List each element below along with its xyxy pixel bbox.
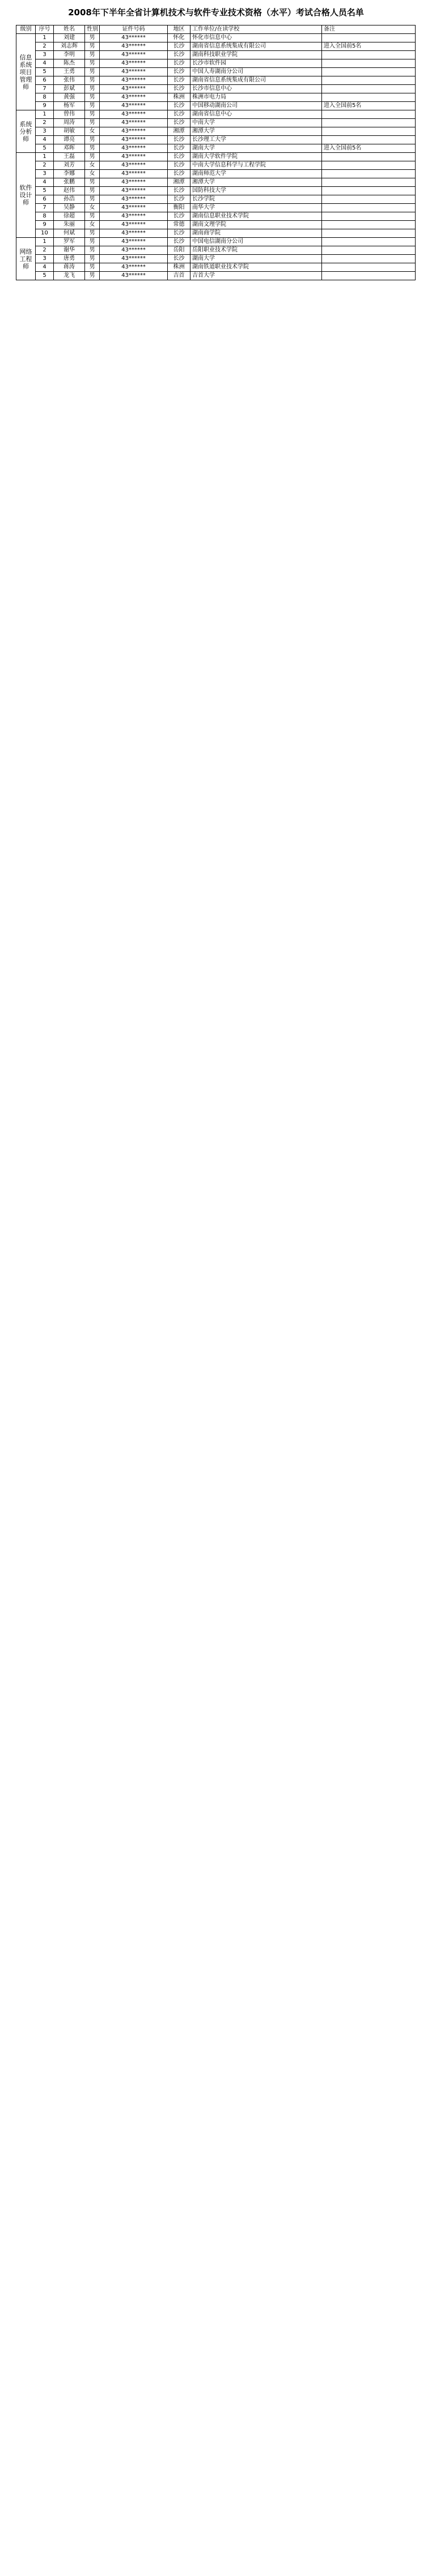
row-number: 2 bbox=[36, 119, 54, 127]
region: 长沙 bbox=[168, 144, 190, 153]
table-row bbox=[16, 93, 416, 102]
table-row bbox=[16, 187, 416, 195]
remark bbox=[322, 68, 416, 76]
id-number: 43****** bbox=[100, 161, 168, 170]
gender: 男 bbox=[85, 238, 100, 246]
work-unit: 湖南信息职业技术学院 bbox=[190, 212, 322, 221]
remark bbox=[322, 187, 416, 195]
row-number: 2 bbox=[36, 161, 54, 170]
remark bbox=[322, 246, 416, 255]
work-unit: 湖南省信息系统集成有限公司 bbox=[190, 76, 322, 85]
person-name: 刘建 bbox=[54, 34, 85, 42]
id-number: 43****** bbox=[100, 187, 168, 195]
gender: 男 bbox=[85, 68, 100, 76]
results-table bbox=[16, 25, 416, 280]
table-row bbox=[16, 59, 416, 68]
row-number: 2 bbox=[36, 246, 54, 255]
id-number: 43****** bbox=[100, 119, 168, 127]
person-name: 曾伟 bbox=[54, 110, 85, 119]
id-number: 43****** bbox=[100, 229, 168, 238]
table-row bbox=[16, 178, 416, 187]
id-number: 43****** bbox=[100, 170, 168, 178]
row-number: 6 bbox=[36, 76, 54, 85]
region: 常德 bbox=[168, 221, 190, 229]
column-header: 备注 bbox=[322, 25, 416, 34]
id-number: 43****** bbox=[100, 153, 168, 161]
gender: 男 bbox=[85, 110, 100, 119]
level-label: 系统分析师 bbox=[16, 110, 36, 153]
region: 长沙 bbox=[168, 255, 190, 263]
remark bbox=[322, 255, 416, 263]
row-number: 3 bbox=[36, 255, 54, 263]
work-unit: 中国移动湖南公司 bbox=[190, 102, 322, 110]
table-row bbox=[16, 136, 416, 144]
remark bbox=[322, 119, 416, 127]
level-label: 软件设计师 bbox=[16, 153, 36, 238]
person-name: 周涛 bbox=[54, 119, 85, 127]
work-unit: 湖南师范大学 bbox=[190, 170, 322, 178]
region: 长沙 bbox=[168, 195, 190, 204]
id-number: 43****** bbox=[100, 136, 168, 144]
gender: 男 bbox=[85, 76, 100, 85]
gender: 男 bbox=[85, 34, 100, 42]
remark bbox=[322, 204, 416, 212]
person-name: 吴静 bbox=[54, 204, 85, 212]
remark bbox=[322, 93, 416, 102]
gender: 男 bbox=[85, 272, 100, 280]
region: 湘潭 bbox=[168, 178, 190, 187]
table-row bbox=[16, 68, 416, 76]
table-row bbox=[16, 170, 416, 178]
id-number: 43****** bbox=[100, 195, 168, 204]
person-name: 何斌 bbox=[54, 229, 85, 238]
person-name: 黄强 bbox=[54, 93, 85, 102]
id-number: 43****** bbox=[100, 42, 168, 51]
region: 长沙 bbox=[168, 110, 190, 119]
row-number: 5 bbox=[36, 272, 54, 280]
person-name: 王勇 bbox=[54, 68, 85, 76]
table-row bbox=[16, 161, 416, 170]
table-row bbox=[16, 85, 416, 93]
region: 株洲 bbox=[168, 263, 190, 272]
id-number: 43****** bbox=[100, 76, 168, 85]
remark bbox=[322, 229, 416, 238]
gender: 男 bbox=[85, 187, 100, 195]
gender: 男 bbox=[85, 229, 100, 238]
work-unit: 长沙市软件园 bbox=[190, 59, 322, 68]
table-row bbox=[16, 229, 416, 238]
gender: 男 bbox=[85, 195, 100, 204]
table-row bbox=[16, 51, 416, 59]
id-number: 43****** bbox=[100, 212, 168, 221]
header-row bbox=[16, 25, 416, 34]
work-unit: 湖南大学 bbox=[190, 144, 322, 153]
person-name: 赵伟 bbox=[54, 187, 85, 195]
page-title: 2008年下半年全省计算机技术与软件专业技术资格（水平）考试合格人员名单 bbox=[68, 7, 364, 18]
remark bbox=[322, 85, 416, 93]
table-row bbox=[16, 102, 416, 110]
person-name: 王磊 bbox=[54, 153, 85, 161]
table-row bbox=[16, 153, 416, 161]
remark bbox=[322, 153, 416, 161]
row-number: 3 bbox=[36, 170, 54, 178]
person-name: 张伟 bbox=[54, 76, 85, 85]
region: 长沙 bbox=[168, 212, 190, 221]
region: 怀化 bbox=[168, 34, 190, 42]
table-row bbox=[16, 144, 416, 153]
remark: 进入全国前5名 bbox=[322, 102, 416, 110]
gender: 男 bbox=[85, 119, 100, 127]
work-unit: 湖南文理学院 bbox=[190, 221, 322, 229]
id-number: 43****** bbox=[100, 59, 168, 68]
table-row bbox=[16, 110, 416, 119]
remark bbox=[322, 161, 416, 170]
id-number: 43****** bbox=[100, 144, 168, 153]
row-number: 4 bbox=[36, 59, 54, 68]
column-header: 工作单位/在读学校 bbox=[190, 25, 322, 34]
table-row bbox=[16, 246, 416, 255]
region: 长沙 bbox=[168, 51, 190, 59]
gender: 男 bbox=[85, 246, 100, 255]
remark bbox=[322, 170, 416, 178]
person-name: 谢华 bbox=[54, 246, 85, 255]
gender: 女 bbox=[85, 221, 100, 229]
column-header: 证件号码 bbox=[100, 25, 168, 34]
remark bbox=[322, 212, 416, 221]
gender: 男 bbox=[85, 212, 100, 221]
work-unit: 中国电信湖南分公司 bbox=[190, 238, 322, 246]
person-name: 陈杰 bbox=[54, 59, 85, 68]
table-row bbox=[16, 263, 416, 272]
table-row bbox=[16, 76, 416, 85]
id-number: 43****** bbox=[100, 178, 168, 187]
row-number: 9 bbox=[36, 102, 54, 110]
remark bbox=[322, 195, 416, 204]
person-name: 徐超 bbox=[54, 212, 85, 221]
id-number: 43****** bbox=[100, 34, 168, 42]
id-number: 43****** bbox=[100, 85, 168, 93]
work-unit: 怀化市信息中心 bbox=[190, 34, 322, 42]
row-number: 7 bbox=[36, 204, 54, 212]
person-name: 杨军 bbox=[54, 102, 85, 110]
gender: 女 bbox=[85, 161, 100, 170]
table-row bbox=[16, 42, 416, 51]
person-name: 彭斌 bbox=[54, 85, 85, 93]
remark bbox=[322, 127, 416, 136]
gender: 男 bbox=[85, 42, 100, 51]
person-name: 罗军 bbox=[54, 238, 85, 246]
column-header: 序号 bbox=[36, 25, 54, 34]
gender: 男 bbox=[85, 144, 100, 153]
person-name: 胡敏 bbox=[54, 127, 85, 136]
row-number: 1 bbox=[36, 34, 54, 42]
id-number: 43****** bbox=[100, 238, 168, 246]
region: 吉首 bbox=[168, 272, 190, 280]
gender: 女 bbox=[85, 170, 100, 178]
id-number: 43****** bbox=[100, 102, 168, 110]
work-unit: 南华大学 bbox=[190, 204, 322, 212]
id-number: 43****** bbox=[100, 221, 168, 229]
person-name: 谭亮 bbox=[54, 136, 85, 144]
gender: 男 bbox=[85, 102, 100, 110]
person-name: 李娜 bbox=[54, 170, 85, 178]
row-number: 6 bbox=[36, 195, 54, 204]
gender: 女 bbox=[85, 127, 100, 136]
region: 长沙 bbox=[168, 170, 190, 178]
region: 衡阳 bbox=[168, 204, 190, 212]
region: 长沙 bbox=[168, 229, 190, 238]
gender: 男 bbox=[85, 178, 100, 187]
id-number: 43****** bbox=[100, 93, 168, 102]
remark bbox=[322, 238, 416, 246]
gender: 男 bbox=[85, 85, 100, 93]
region: 岳阳 bbox=[168, 246, 190, 255]
region: 株洲 bbox=[168, 93, 190, 102]
person-name: 孙浩 bbox=[54, 195, 85, 204]
id-number: 43****** bbox=[100, 51, 168, 59]
table-row bbox=[16, 119, 416, 127]
row-number: 1 bbox=[36, 110, 54, 119]
work-unit: 湘潭大学 bbox=[190, 178, 322, 187]
person-name: 张鹏 bbox=[54, 178, 85, 187]
work-unit: 湖南省信息系统集成有限公司 bbox=[190, 42, 322, 51]
person-name: 刘芳 bbox=[54, 161, 85, 170]
person-name: 邓晖 bbox=[54, 144, 85, 153]
column-header: 姓名 bbox=[54, 25, 85, 34]
row-number: 5 bbox=[36, 187, 54, 195]
table-row bbox=[16, 127, 416, 136]
gender: 男 bbox=[85, 51, 100, 59]
person-name: 刘志辉 bbox=[54, 42, 85, 51]
region: 长沙 bbox=[168, 187, 190, 195]
gender: 男 bbox=[85, 93, 100, 102]
work-unit: 中国人寿湖南分公司 bbox=[190, 68, 322, 76]
id-number: 43****** bbox=[100, 68, 168, 76]
row-number: 3 bbox=[36, 51, 54, 59]
id-number: 43****** bbox=[100, 110, 168, 119]
region: 长沙 bbox=[168, 85, 190, 93]
work-unit: 湖南科技职业学院 bbox=[190, 51, 322, 59]
work-unit: 长沙理工大学 bbox=[190, 136, 322, 144]
column-header: 地区 bbox=[168, 25, 190, 34]
remark bbox=[322, 263, 416, 272]
id-number: 43****** bbox=[100, 246, 168, 255]
work-unit: 中南大学 bbox=[190, 119, 322, 127]
person-name: 朱丽 bbox=[54, 221, 85, 229]
gender: 女 bbox=[85, 204, 100, 212]
remark bbox=[322, 34, 416, 42]
region: 长沙 bbox=[168, 102, 190, 110]
work-unit: 岳阳职业技术学院 bbox=[190, 246, 322, 255]
row-number: 4 bbox=[36, 136, 54, 144]
remark: 进入全国前5名 bbox=[322, 42, 416, 51]
region: 长沙 bbox=[168, 153, 190, 161]
table-row bbox=[16, 212, 416, 221]
remark bbox=[322, 272, 416, 280]
table-row bbox=[16, 195, 416, 204]
work-unit: 湖南省信息中心 bbox=[190, 110, 322, 119]
person-name: 蒋涛 bbox=[54, 263, 85, 272]
table-row bbox=[16, 34, 416, 42]
region: 湘潭 bbox=[168, 127, 190, 136]
work-unit: 中南大学信息科学与工程学院 bbox=[190, 161, 322, 170]
row-number: 8 bbox=[36, 93, 54, 102]
row-number: 9 bbox=[36, 221, 54, 229]
remark bbox=[322, 59, 416, 68]
work-unit: 株洲市电力局 bbox=[190, 93, 322, 102]
remark bbox=[322, 136, 416, 144]
column-header: 性别 bbox=[85, 25, 100, 34]
id-number: 43****** bbox=[100, 127, 168, 136]
table-row bbox=[16, 204, 416, 212]
remark bbox=[322, 110, 416, 119]
column-header: 级别 bbox=[16, 25, 36, 34]
work-unit: 湖南大学软件学院 bbox=[190, 153, 322, 161]
row-number: 7 bbox=[36, 85, 54, 93]
region: 长沙 bbox=[168, 59, 190, 68]
table-row bbox=[16, 255, 416, 263]
person-name: 唐勇 bbox=[54, 255, 85, 263]
table-header bbox=[16, 25, 416, 34]
row-number: 5 bbox=[36, 68, 54, 76]
remark bbox=[322, 51, 416, 59]
region: 长沙 bbox=[168, 119, 190, 127]
row-number: 10 bbox=[36, 229, 54, 238]
row-number: 1 bbox=[36, 238, 54, 246]
row-number: 4 bbox=[36, 263, 54, 272]
work-unit: 吉首大学 bbox=[190, 272, 322, 280]
table-body bbox=[16, 34, 416, 280]
row-number: 4 bbox=[36, 178, 54, 187]
work-unit: 国防科技大学 bbox=[190, 187, 322, 195]
work-unit: 湖南大学 bbox=[190, 255, 322, 263]
gender: 男 bbox=[85, 263, 100, 272]
region: 长沙 bbox=[168, 238, 190, 246]
region: 长沙 bbox=[168, 136, 190, 144]
level-label: 网络工程师 bbox=[16, 238, 36, 280]
table-row bbox=[16, 272, 416, 280]
id-number: 43****** bbox=[100, 204, 168, 212]
region: 长沙 bbox=[168, 161, 190, 170]
table-row bbox=[16, 238, 416, 246]
work-unit: 长沙市信息中心 bbox=[190, 85, 322, 93]
region: 长沙 bbox=[168, 76, 190, 85]
person-name: 龙飞 bbox=[54, 272, 85, 280]
table-row bbox=[16, 221, 416, 229]
region: 长沙 bbox=[168, 68, 190, 76]
work-unit: 湖南商学院 bbox=[190, 229, 322, 238]
gender: 男 bbox=[85, 255, 100, 263]
level-label: 信息系统项目管理师 bbox=[16, 34, 36, 110]
remark: 进入全国前5名 bbox=[322, 144, 416, 153]
work-unit: 湘潭大学 bbox=[190, 127, 322, 136]
work-unit: 湖南铁道职业技术学院 bbox=[190, 263, 322, 272]
region: 长沙 bbox=[168, 42, 190, 51]
work-unit: 长沙学院 bbox=[190, 195, 322, 204]
remark bbox=[322, 221, 416, 229]
remark bbox=[322, 76, 416, 85]
row-number: 5 bbox=[36, 144, 54, 153]
id-number: 43****** bbox=[100, 263, 168, 272]
row-number: 2 bbox=[36, 42, 54, 51]
id-number: 43****** bbox=[100, 272, 168, 280]
gender: 男 bbox=[85, 136, 100, 144]
row-number: 3 bbox=[36, 127, 54, 136]
gender: 男 bbox=[85, 153, 100, 161]
row-number: 1 bbox=[36, 153, 54, 161]
person-name: 李明 bbox=[54, 51, 85, 59]
id-number: 43****** bbox=[100, 255, 168, 263]
row-number: 8 bbox=[36, 212, 54, 221]
gender: 男 bbox=[85, 59, 100, 68]
remark bbox=[322, 178, 416, 187]
